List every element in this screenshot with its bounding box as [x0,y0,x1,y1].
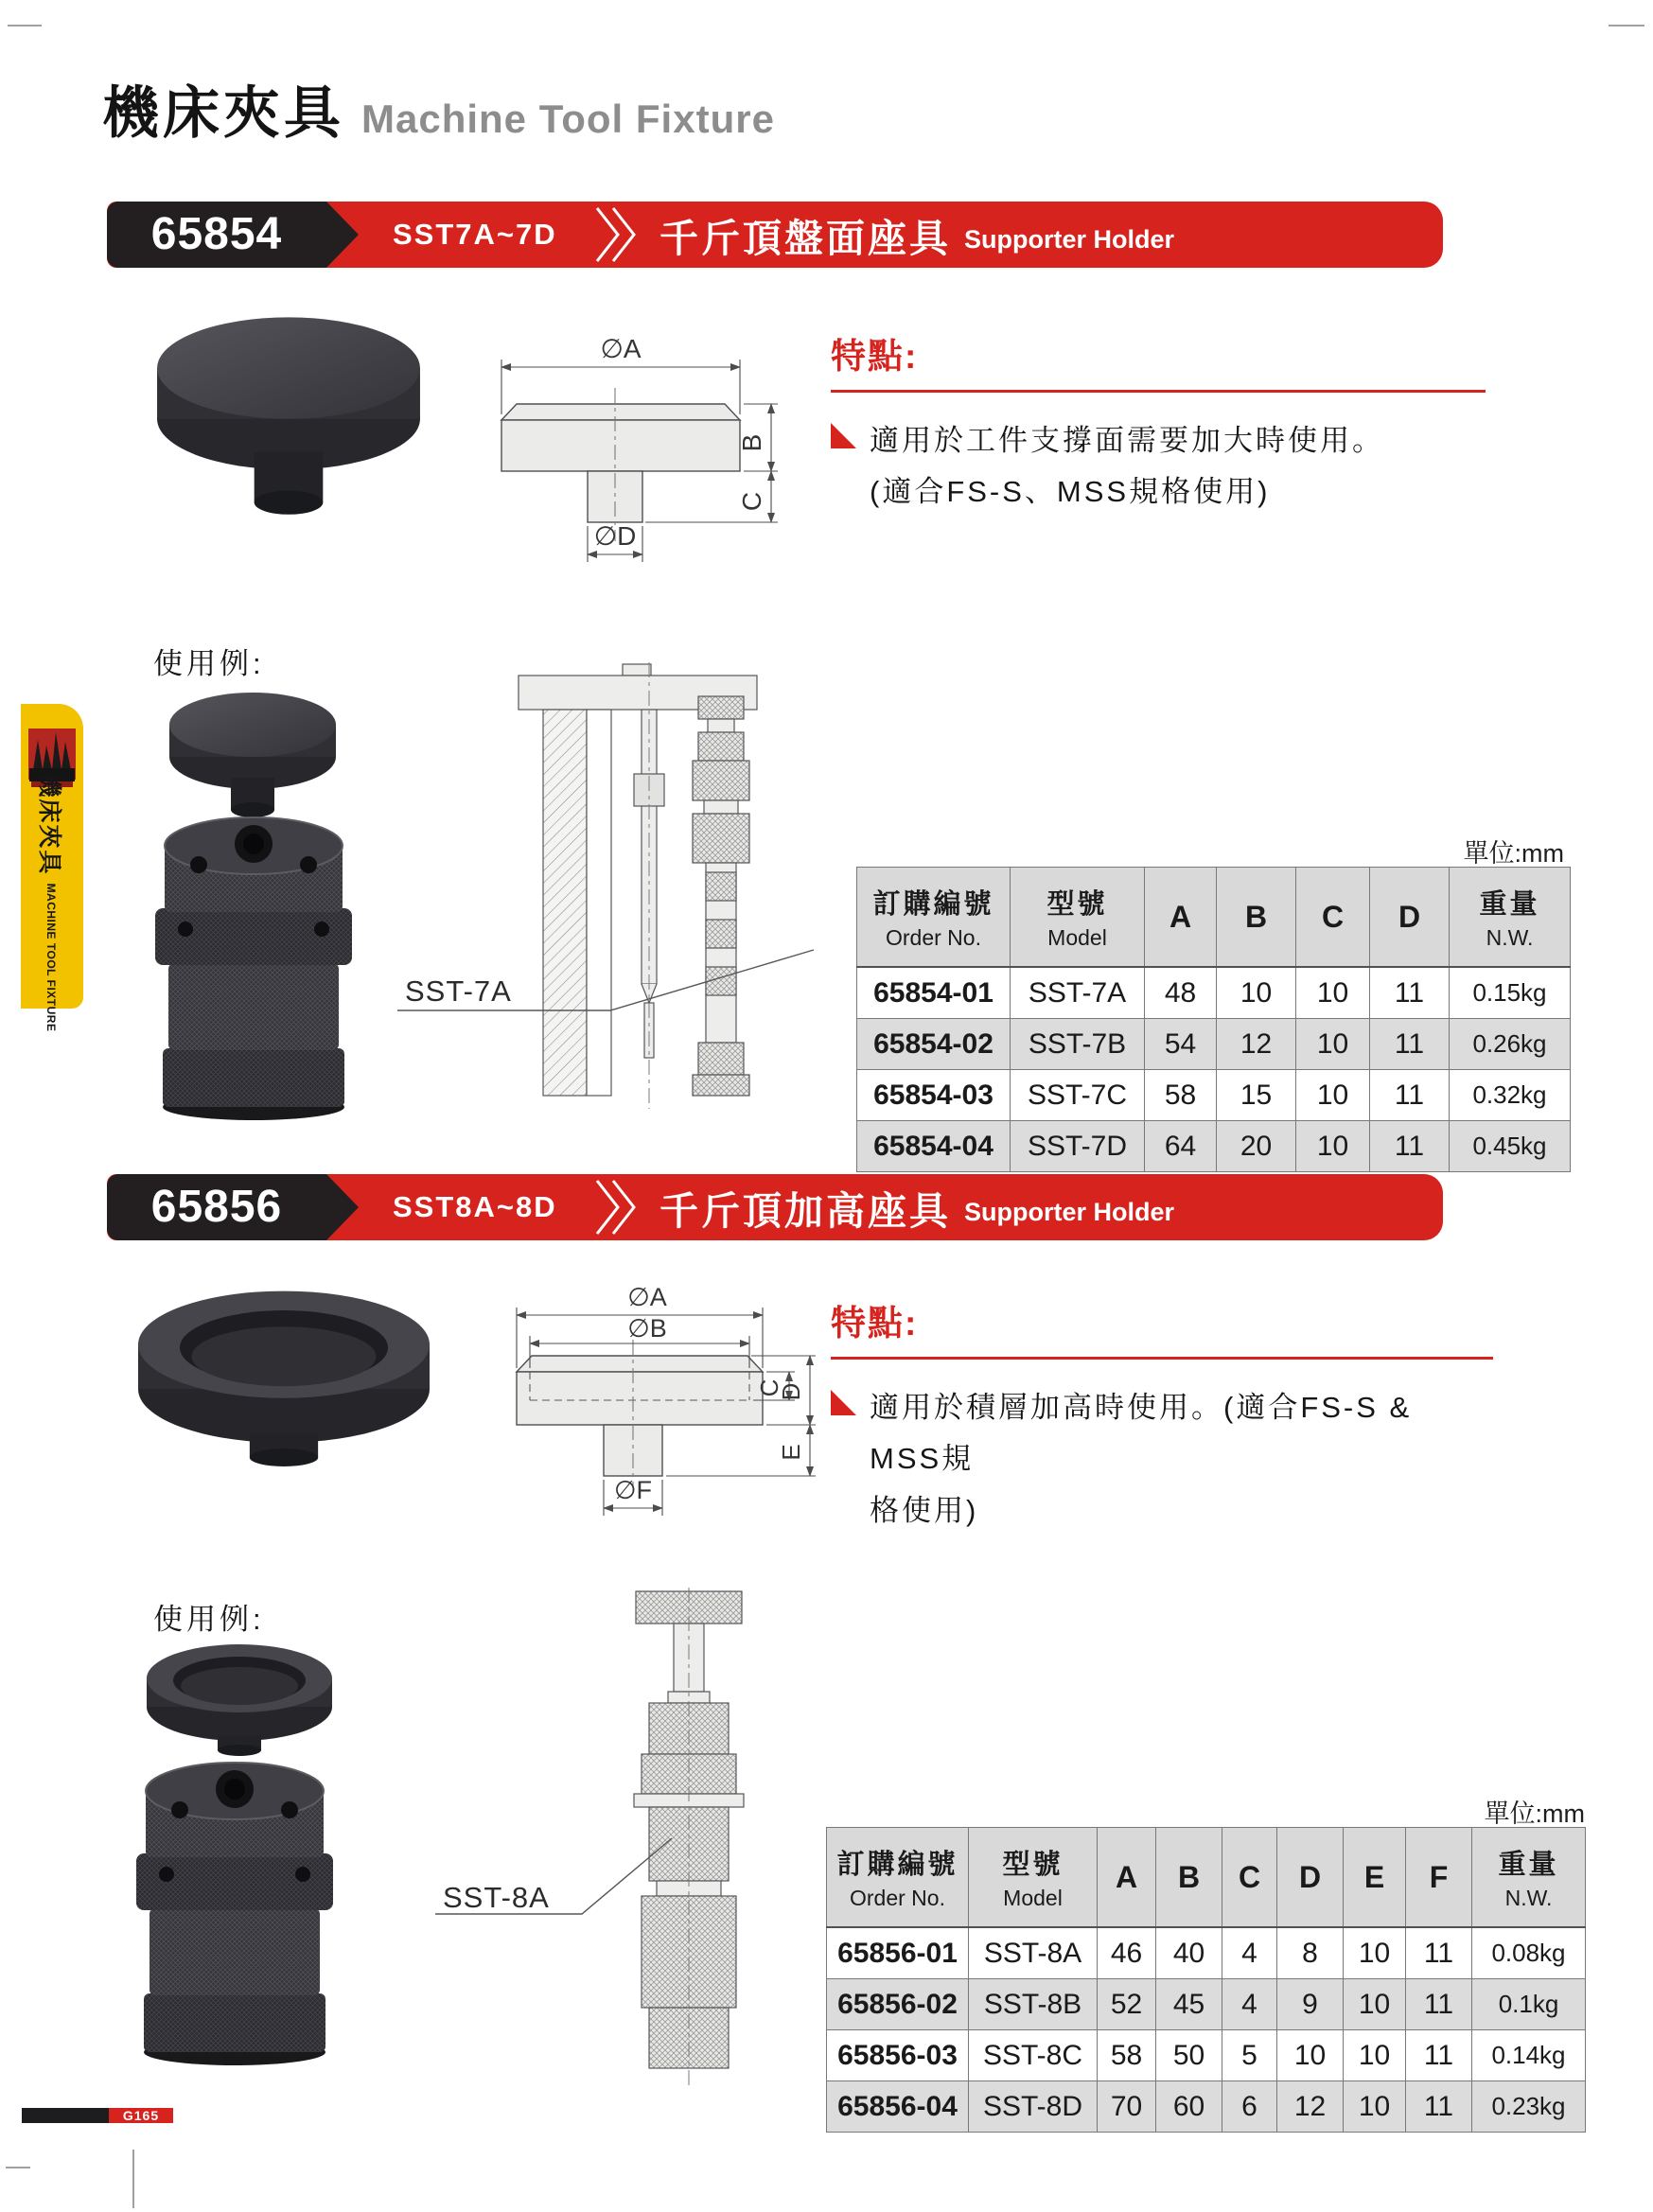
table-cell: 5 [1222,2030,1277,2081]
dim-label-b: B [737,433,766,452]
order-number: 65854 [150,209,283,259]
col-dim-c: C [1222,1828,1277,1928]
table-cell: 0.45kg [1450,1121,1571,1172]
badge-arrow [326,202,359,268]
spec-table-sst7 [856,867,1571,1172]
section1-features [831,327,1486,518]
triangle-bullet-icon [831,423,856,448]
usage-photo-jack-sst8 [121,1752,348,2074]
table-cell: 15 [1217,1070,1296,1121]
table-body [857,967,1571,1172]
sidebar-tab-en: MACHINE TOOL FIXTURE [44,883,58,1032]
table-cell: 48 [1145,967,1217,1019]
table-cell: 64 [1145,1121,1217,1172]
table-cell: 60 [1156,2081,1222,2133]
chevron-right-icon [593,207,639,267]
sidebar-category-tab [21,704,83,1032]
table-cell: 54 [1145,1019,1217,1070]
chevron-right-icon [593,1180,639,1239]
table-cell: 65856-01 [827,1927,969,1979]
table-cell: 0.26kg [1450,1019,1571,1070]
col-order: 訂購編號 Order No. [857,868,1011,968]
table-cell: 10 [1296,967,1370,1019]
dim-label-e: E [777,1444,805,1461]
table-body [827,1927,1586,2133]
table-row [827,2081,1586,2133]
col-dim-b: B [1217,868,1296,968]
table-cell: 11 [1370,967,1450,1019]
usage-example-label: 使用例: [153,647,265,680]
page-title-zh: 機床夾具 [102,81,344,145]
table-cell: 65856-02 [827,1979,969,2030]
col-weight: 重量 N.W. [1472,1828,1586,1928]
dim-label-b: ∅B [627,1314,667,1343]
dim-label-a: ∅A [627,1283,667,1311]
dim-label-c: C [737,491,766,512]
table-cell: 8 [1277,1927,1344,1979]
table-row [857,967,1571,1019]
table-cell: SST-7A [1011,967,1145,1019]
section2-title-zh: 千斤頂加高座具 [659,1188,951,1233]
table-cell: 20 [1217,1121,1296,1172]
dim-label-d: D [777,1382,805,1401]
dim-label-f: ∅F [613,1476,653,1504]
usage-photo-jack-sst7 [140,812,367,1124]
col-order: 訂購編號 Order No. [827,1828,969,1928]
section1-title [659,202,1174,268]
sidebar-tab-text [32,773,70,1032]
section1-title-zh: 千斤頂盤面座具 [659,216,951,260]
table-cell: 65854-04 [857,1121,1011,1172]
table-row [857,1121,1571,1172]
col-dim-d: D [1277,1828,1344,1928]
sidebar-tab-zh: 機床夾具 [36,773,62,876]
table-cell: 10 [1344,2030,1406,2081]
triangle-bullet-icon [831,1390,856,1415]
table-cell: 58 [1098,2030,1156,2081]
table-row [857,1070,1571,1121]
page-title-en: Machine Tool Fixture [361,97,775,141]
crop-mark [8,25,42,26]
col-model: 型號 Model [969,1828,1098,1928]
table-cell: 58 [1145,1070,1217,1121]
col-dim-b: B [1156,1828,1222,1928]
table-cell: 4 [1222,1927,1277,1979]
table-cell: SST-8D [969,2081,1098,2133]
product-photo-sst8 [128,1266,440,1469]
table-cell: 70 [1098,2081,1156,2133]
table-header [827,1828,1586,1928]
feature-text [870,415,1384,518]
usage-drawing-sst7 [511,662,823,1135]
crop-mark [6,2167,30,2168]
usage-photo-disc-sst8 [140,1629,339,1757]
table-cell: 0.08kg [1472,1927,1586,1979]
table-cell: 0.14kg [1472,2030,1586,2081]
table-cell: 11 [1406,2030,1472,2081]
features-heading: 特點: [831,327,1486,393]
table-cell: 4 [1222,1979,1277,2030]
crop-mark [1609,25,1644,26]
usage-example-label: 使用例: [153,1603,265,1636]
table-header [857,868,1571,968]
col-dim-d: D [1370,868,1450,968]
crop-mark [132,2150,134,2208]
table-cell: SST-8B [969,1979,1098,2030]
table-cell: 0.15kg [1450,967,1571,1019]
section2-features [831,1294,1493,1536]
model-range: SST7A~7D [393,218,557,251]
table-row [857,1019,1571,1070]
col-dim-a: A [1098,1828,1156,1928]
product-photo-sst7 [147,301,431,528]
table-cell: 10 [1296,1019,1370,1070]
table-cell: 10 [1344,1979,1406,2030]
features-heading: 特點: [831,1294,1493,1360]
table-cell: 65854-02 [857,1019,1011,1070]
feature-line-1: 適用於積層加高時使用。(適合FS-S & MSS規 [870,1391,1413,1476]
col-weight: 重量 N.W. [1450,868,1571,968]
table-cell: 65856-04 [827,2081,969,2133]
table-cell: 6 [1222,2081,1277,2133]
section2-title [659,1174,1174,1240]
table-cell: 10 [1344,2081,1406,2133]
feature-line-1: 適用於工件支撐面需要加大時使用。 [870,424,1384,457]
example-model-label: SST-7A [405,974,512,1008]
table-cell: 10 [1296,1121,1370,1172]
table-cell: 10 [1277,2030,1344,2081]
page-title [102,68,775,149]
table-row [827,2030,1586,2081]
dim-label-c: C [755,1378,783,1397]
table-cell: 12 [1277,2081,1344,2133]
table-cell: 11 [1406,1927,1472,1979]
table-cell: SST-7D [1011,1121,1145,1172]
table-cell: 11 [1370,1121,1450,1172]
table-cell: 45 [1156,1979,1222,2030]
table-cell: 9 [1277,1979,1344,2030]
table-cell: 52 [1098,1979,1156,2030]
table-cell: 11 [1406,1979,1472,2030]
table-cell: 11 [1370,1019,1450,1070]
section1-title-en: Supporter Holder [964,224,1175,254]
dimension-drawing-sst8 [462,1249,821,1552]
section2-title-en: Supporter Holder [964,1197,1175,1226]
table-cell: 65856-03 [827,2030,969,2081]
usage-photo-disc-sst7 [163,683,343,825]
feature-line-2: 格使用) [870,1493,979,1527]
table-row [827,1979,1586,2030]
unit-note: 單位:mm [1484,1799,1585,1828]
col-dim-c: C [1296,868,1370,968]
table-cell: 10 [1344,1927,1406,1979]
table-cell: 0.32kg [1450,1070,1571,1121]
table-cell: 12 [1217,1019,1296,1070]
order-number: 65856 [150,1182,283,1232]
table-cell: SST-8A [969,1927,1098,1979]
table-cell: 50 [1156,2030,1222,2081]
badge-arrow [326,1174,359,1240]
table-cell: SST-8C [969,2030,1098,2081]
table-row [827,1927,1586,1979]
col-dim-a: A [1145,868,1217,968]
col-dim-f: F [1406,1828,1472,1928]
table-cell: 46 [1098,1927,1156,1979]
section2-banner [107,1174,1443,1240]
table-cell: 0.1kg [1472,1979,1586,2030]
table-cell: 0.23kg [1472,2081,1586,2133]
table-cell: 65854-03 [857,1070,1011,1121]
spec-table-sst8 [826,1827,1586,2133]
table-cell: 40 [1156,1927,1222,1979]
dim-label-d: ∅D [593,521,637,551]
section1-banner [107,202,1443,268]
table-cell: SST-7B [1011,1019,1145,1070]
feature-text [870,1382,1493,1536]
col-dim-e: E [1344,1828,1406,1928]
table-cell: 11 [1406,2081,1472,2133]
table-cell: SST-7C [1011,1070,1145,1121]
feature-line-2: (適合FS-S、MSS規格使用) [870,475,1271,509]
table-cell: 10 [1296,1070,1370,1121]
footer-black-bar [22,2108,109,2123]
page-number-badge: G165 [109,2108,173,2123]
dim-label-a: ∅A [600,334,642,363]
unit-note: 單位:mm [1463,839,1564,868]
dimension-drawing-sst7 [445,305,785,588]
table-cell: 10 [1217,967,1296,1019]
table-cell: 11 [1370,1070,1450,1121]
table-cell: 65854-01 [857,967,1011,1019]
example-model-label: SST-8A [443,1881,550,1914]
col-model: 型號 Model [1011,868,1145,968]
model-range: SST8A~8D [393,1190,557,1223]
